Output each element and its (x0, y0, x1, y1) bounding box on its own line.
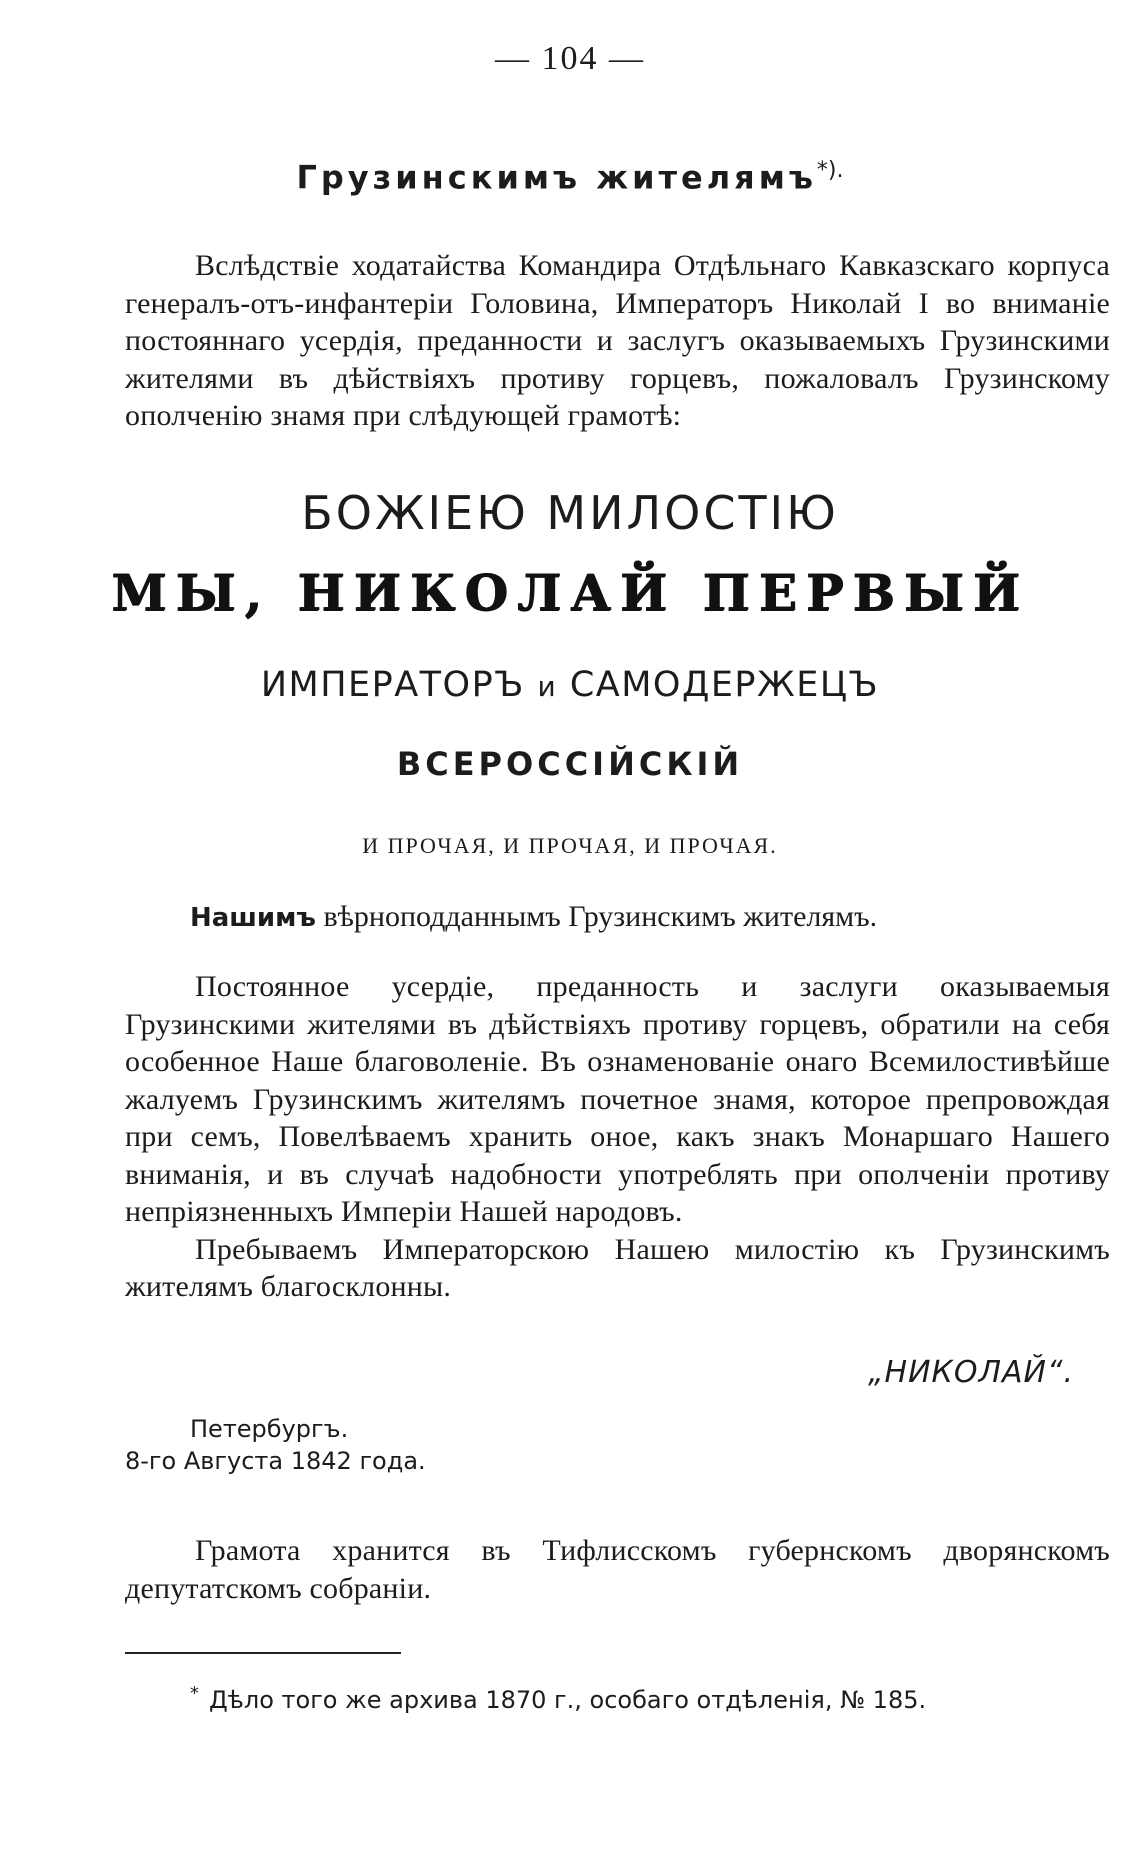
page-number: — 104 — (495, 40, 645, 77)
footnote-text: Дѣло того же архива 1870 г., особаго отдѣленія, № 185. (209, 1686, 927, 1714)
charter-title-and: и (537, 670, 558, 703)
charter-address-bold: Нашимъ (190, 903, 316, 933)
charter-sovereign-name: МЫ, НИКОЛАЙ ПЕРВЫЙ (111, 563, 1029, 622)
footnote (190, 1683, 926, 1714)
closing-text: Грамота хранится въ Тифлисскомъ губернскомъ дворянскомъ депутатскомъ собраніи. (125, 1534, 1110, 1605)
charter-etcetera: И ПРОЧАЯ, И ПРОЧАЯ, И ПРОЧАЯ. (362, 833, 778, 858)
charter-body-paragraph-1: Постоянное усердіе, преданность и заслуги оказываемыя Грузинскими жителями въ дѣйствіяхъ противу горцевъ, обратили на себя особенное Наше благоволеніе. Въ ознаменованіе онаго Всемилостивѣйше жалуемъ Грузинскимъ жителямъ почетное знамя, которое препровождая при семъ, Повелѣваемъ хранить оное, какъ знакъ Монаршаго Нашего вниманія, и въ случаѣ надобности употреблять при ополченіи противу непріязненныхъ Имперіи Нашей народовъ. (125, 970, 1110, 1228)
charter-realm: ВСЕРОССІЙСКІЙ (396, 745, 744, 783)
charter-body (125, 968, 1110, 1306)
intro-paragraph (125, 247, 1110, 435)
charter-body-paragraph-2: Пребываемъ Императорскою Нашею милостію къ Грузинскимъ жителямъ благосклонны. (125, 1232, 1110, 1303)
charter-title-autocrat: САМОДЕРЖЕЦЪ (569, 665, 880, 705)
charter-invocation: БОЖІЕЮ МИЛОСТІЮ (301, 486, 839, 540)
footnote-mark: * (190, 1683, 199, 1704)
charter-address (190, 900, 877, 934)
charter-address-rest: вѣрноподданнымъ Грузинскимъ жителямъ. (315, 900, 878, 933)
footnote-reference: *). (816, 158, 844, 183)
date-of-issue: 8-го Августа 1842 года. (125, 1447, 426, 1475)
intro-text: Вслѣдствіе ходатайства Командира Отдѣльнаго Кавказскаго корпуса генералъ-отъ-инфантеріи Головина, Императоръ Николай I во вниманіе постояннаго усердія, преданности и заслугъ оказываемыхъ Грузинскими жителями въ дѣйствіяхъ противу горцевъ, пожаловалъ Грузинскому ополченію знамя при слѣдующей грамотѣ: (125, 249, 1110, 432)
charter-title (0, 665, 1140, 705)
closing-paragraph (125, 1532, 1110, 1607)
page-title-text: Грузинскимъ жителямъ (296, 158, 817, 197)
footnote-divider (125, 1652, 401, 1654)
place-of-issue: Петербургъ. (190, 1415, 349, 1443)
charter-title-emperor: ИМПЕРАТОРЪ (260, 665, 525, 705)
signature: „НИКОЛАЙ“. (868, 1355, 1075, 1390)
page-title (0, 158, 1140, 197)
